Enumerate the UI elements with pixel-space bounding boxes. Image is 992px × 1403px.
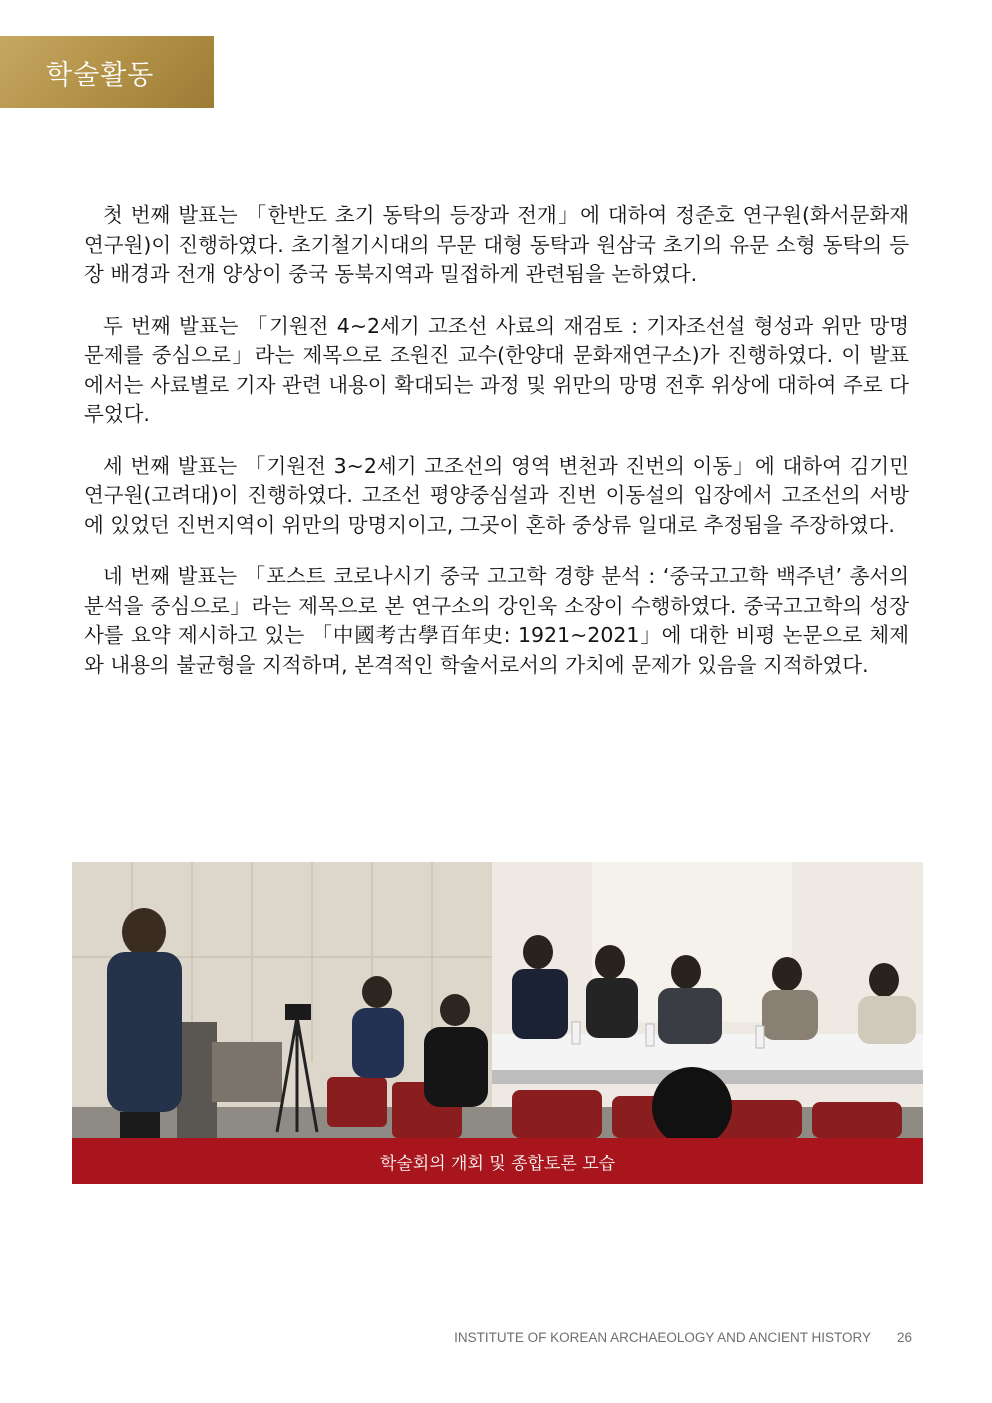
paragraph-3: 세 번째 발표는 「기원전 3~2세기 고조선의 영역 변천과 진번의 이동」에 대하여 김기민 연구원(고려대)이 진행하였다. 고조선 평양중심설과 진번 이동설의 입장에서 고조선의 서방에 있었던 진번지역이 위만의 망명지이고, 그곳이 혼하 중상류 일대로 추정됨을 주장하였다.: [84, 453, 909, 537]
conference-photo: [72, 862, 923, 1138]
page-number: 26: [896, 1330, 912, 1345]
paragraph-2: 두 번째 발표는 「기원전 4~2세기 고조선 사료의 재검토 : 기자조선설 형성과 위만 망명 문제를 중심으로」라는 제목으로 조원진 교수(한양대 문화재연구소)가 진행하였다. 이 발표에서는 사료별로 기자 관련 내용이 확대되는 과정 및 위만의 망명 전후 위상에 대하여 주로 다루었다.: [84, 313, 909, 426]
caption-bar: [72, 1138, 923, 1184]
body-text: [84, 201, 909, 702]
paragraph-4: 네 번째 발표는 「포스트 코로나시기 중국 고고학 경향 분석 : ‘중국고고학 백주년’ 총서의 분석을 중심으로」라는 제목으로 본 연구소의 강인욱 소장이 수행하였다. 중국고고학의 성장사를 요약 제시하고 있는 「中國考古學百年史: 1921~2021」에 대한 비평 논문으로 체제와 내용의 불균형을 지적하며, 본격적인 학술서로서의 가치에 문제가 있음을 지적하였다.: [84, 564, 909, 677]
paragraph-1: 첫 번째 발표는 「한반도 초기 동탁의 등장과 전개」에 대하여 정준호 연구원(화서문화재연구원)이 진행하였다. 초기철기시대의 무문 대형 동탁과 원삼국 초기의 유문 소형 동탁의 등장 배경과 전개 양상이 중국 동북지역과 밀접하게 관련됨을 논하였다.: [84, 203, 909, 286]
section-label: 학술활동: [46, 59, 155, 91]
publisher-name: INSTITUTE OF KOREAN ARCHAEOLOGY AND ANCIENT HISTORY: [454, 1330, 871, 1345]
section-tab: [0, 36, 214, 108]
figure-caption: 학술회의 개회 및 종합토론 모습: [379, 1153, 616, 1174]
footer: [454, 1330, 912, 1345]
